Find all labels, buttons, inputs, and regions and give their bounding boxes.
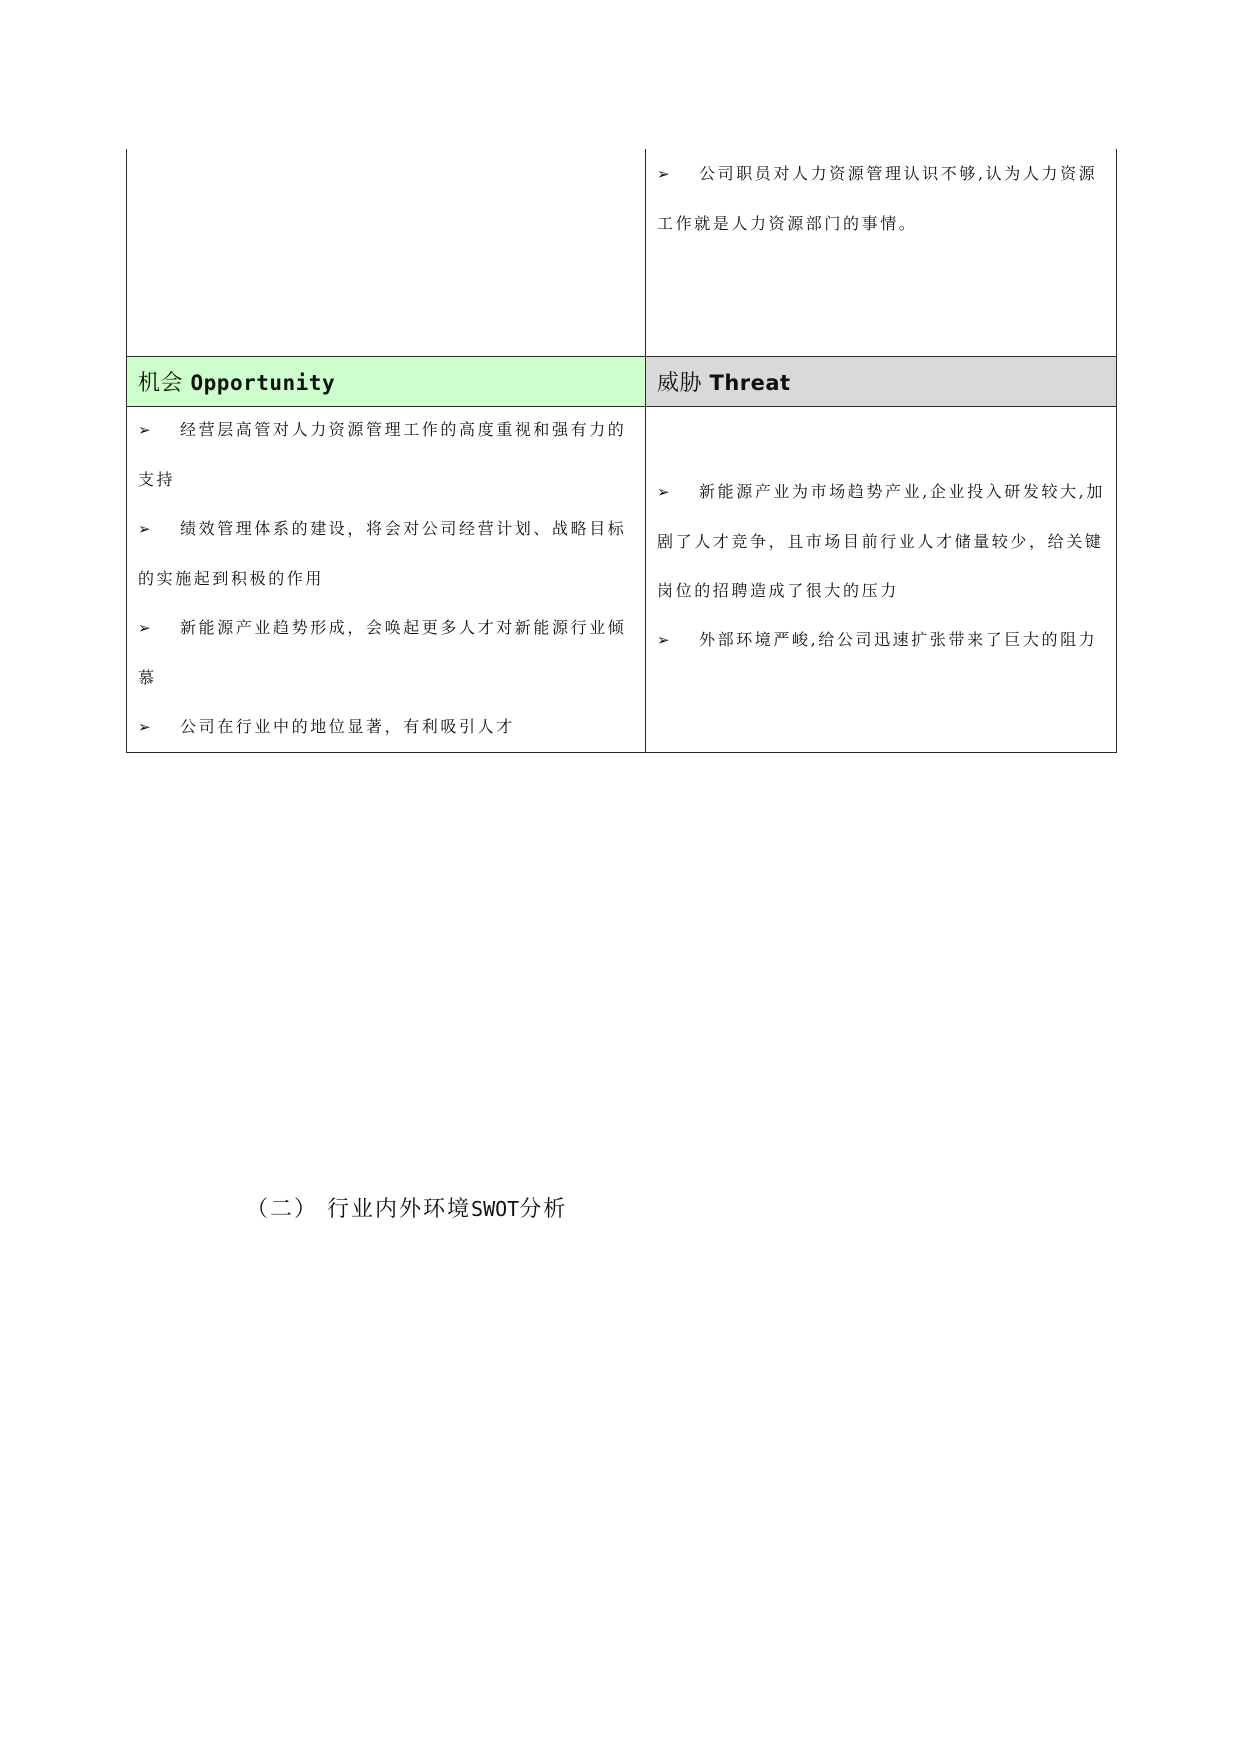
opportunity-label-en: Opportunity [190, 370, 336, 395]
arrow-bullet-icon: ➢ [657, 482, 670, 501]
arrow-bullet-icon: ➢ [657, 630, 670, 649]
threat-label-en: Threat [709, 370, 791, 395]
swot-table [126, 149, 1117, 753]
opportunity-item: ➢ 经营层高管对人力资源管理工作的高度重视和强有力的支持 [138, 405, 634, 504]
section-heading-prefix: （二） [246, 1197, 319, 1222]
swot-row-content [127, 406, 1117, 752]
arrow-bullet-icon: ➢ [138, 519, 151, 538]
arrow-bullet-icon: ➢ [657, 165, 670, 183]
opportunity-cell [127, 406, 646, 752]
weakness-cell-continued [646, 149, 1117, 356]
section-heading-text-after: 分析 [519, 1197, 568, 1222]
threat-item: ➢ 新能源产业为市场趋势产业,企业投入研发较大,加剧了人才竞争，且市场目前行业人才储量较少，给关键岗位的招聘造成了很大的压力 [657, 467, 1105, 615]
threat-label-cn: 威胁 [657, 370, 703, 396]
threat-item: ➢ 外部环境严峻,给公司迅速扩张带来了巨大的阻力 [657, 615, 1105, 665]
arrow-bullet-icon: ➢ [138, 717, 151, 736]
threat-list [657, 407, 1105, 665]
weakness-item: ➢ 公司职员对人力资源管理认识不够,认为人力资源工作就是人力资源部门的事情。 [657, 149, 1105, 248]
arrow-bullet-icon: ➢ [138, 420, 151, 439]
opportunity-label-cn: 机会 [138, 370, 184, 396]
opportunity-item: ➢ 公司在行业中的地位显著，有利吸引人才 [138, 702, 634, 752]
arrow-bullet-icon: ➢ [138, 618, 151, 637]
opportunity-item: ➢ 绩效管理体系的建设，将会对公司经营计划、战略目标的实施起到积极的作用 [138, 504, 634, 603]
swot-row-weakness-continued [127, 149, 1117, 356]
opportunity-list [138, 405, 634, 752]
strength-cell-continued [127, 149, 646, 356]
weakness-list [657, 149, 1105, 248]
opportunity-header [127, 356, 646, 406]
section-heading-text-before: 行业内外环境 [327, 1197, 472, 1222]
section-heading [246, 1192, 567, 1223]
threat-cell [646, 406, 1117, 752]
section-heading-latin: SWOT [471, 1197, 520, 1221]
opportunity-item: ➢ 新能源产业趋势形成，会唤起更多人才对新能源行业倾慕 [138, 603, 634, 702]
threat-header [646, 356, 1117, 406]
swot-row-headers [127, 356, 1117, 406]
